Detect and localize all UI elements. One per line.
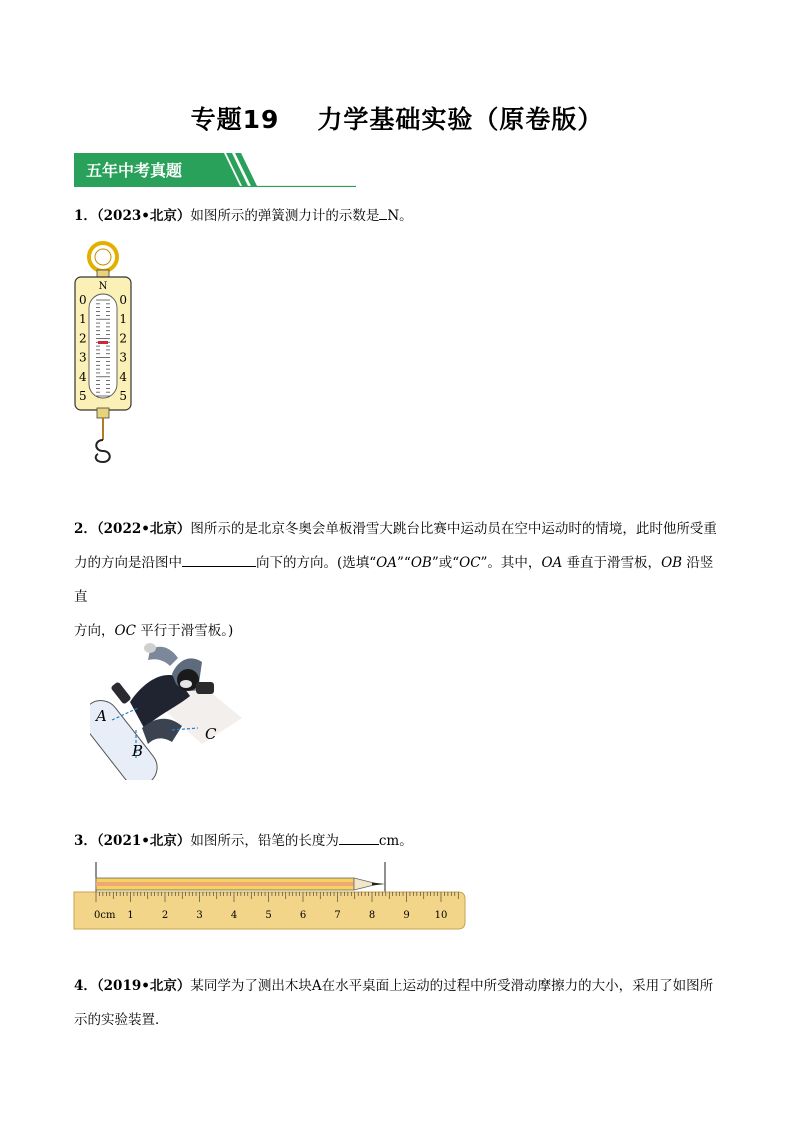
scale-tick-label: 0 (79, 293, 87, 307)
ruler-tick-label: 7 (334, 910, 341, 921)
section-label: 五年中考真题 (86, 161, 183, 180)
question-number: 4． (74, 978, 97, 994)
scale-tick-label: 0 (119, 293, 127, 307)
question-text-line2: 力的方向是沿图中 (74, 555, 182, 571)
ruler-tick-label: 2 (161, 910, 169, 921)
ruler-tick-label: 1 (127, 910, 134, 921)
page-title (0, 100, 794, 136)
scale-tick-label: 2 (79, 331, 87, 346)
scale-unit: N (98, 281, 108, 292)
question-2: 2．（2022•北京）图所示的是北京冬奥会单板滑雪大跳台比赛中运动员在空中运动时的情境，此时他所受重 力的方向是沿图中 向下的方向。(选填“OA”“OB”或“OC”。其中，OA 垂直于滑雪板，OB 沿竖直 方向，OC 平行于滑雪板。) (74, 521, 717, 639)
ruler-pencil-figure (70, 862, 468, 932)
question-source: （2021•北京） (96, 833, 191, 849)
scale-tick-label: 1 (79, 312, 87, 327)
snowboarder-figure (90, 632, 250, 780)
label-c: C (205, 725, 217, 743)
scale-tick-label: 3 (119, 350, 127, 365)
question-source: （2022•北京） (96, 521, 191, 537)
ruler-tick-label: 5 (265, 910, 272, 921)
question-4 (74, 969, 724, 1037)
answer-blank (339, 830, 379, 845)
question-text-line3: 方向， (74, 623, 115, 639)
question-1 (74, 199, 724, 233)
section-banner-shape (74, 153, 356, 187)
ruler-tick-label: 9 (403, 910, 410, 921)
question-number: 2． (74, 521, 97, 537)
label-b: B (132, 742, 144, 760)
ruler-tick-label: 8 (368, 910, 376, 921)
question-text-line1: 图所示的是北京冬奥会单板滑雪大跳台比赛中运动员在空中运动时的情境，此时他所受重 (190, 521, 717, 537)
title-subject: 力学基础实验（原卷版） (317, 105, 604, 134)
label-a: A (96, 707, 107, 725)
question-source: （2019•北京） (96, 978, 191, 994)
scale-tick-label: 1 (119, 312, 127, 327)
scale-tick-label: 4 (79, 369, 87, 384)
scale-tick-label: 5 (119, 389, 127, 403)
section-banner (74, 153, 356, 187)
spring-scale-figure (72, 240, 136, 476)
ruler-unit: 0cm (94, 910, 116, 921)
scale-tick-label: 2 (119, 331, 127, 346)
title-topic: 专题19 (190, 105, 280, 134)
question-text-end: N。 (387, 208, 413, 224)
question-text-line2: 示的实验装置． (74, 1012, 169, 1028)
scale-tick-label: 4 (119, 369, 127, 384)
scale-tick-label: 5 (79, 389, 87, 403)
question-number: 3． (74, 833, 97, 849)
question-source: （2023•北京） (96, 208, 191, 224)
scale-tick-label: 3 (79, 350, 87, 365)
answer-blank (182, 552, 256, 567)
ruler-tick-label: 10 (434, 910, 448, 921)
question-text-end: cm。 (378, 833, 413, 849)
question-text-line1: 某同学为了测出木块A在水平桌面上运动的过程中所受滑动摩擦力的大小，采用了如图所 (190, 978, 714, 994)
ruler-tick-label: 3 (196, 910, 203, 921)
question-number: 1． (74, 208, 97, 224)
ruler-tick-label: 4 (230, 910, 238, 921)
ruler-tick-label: 6 (299, 910, 307, 921)
question-3 (74, 824, 724, 858)
question-text: 如图所示的弹簧测力计的示数是 (190, 208, 380, 224)
question-text: 如图所示，铅笔的长度为 (190, 833, 339, 849)
